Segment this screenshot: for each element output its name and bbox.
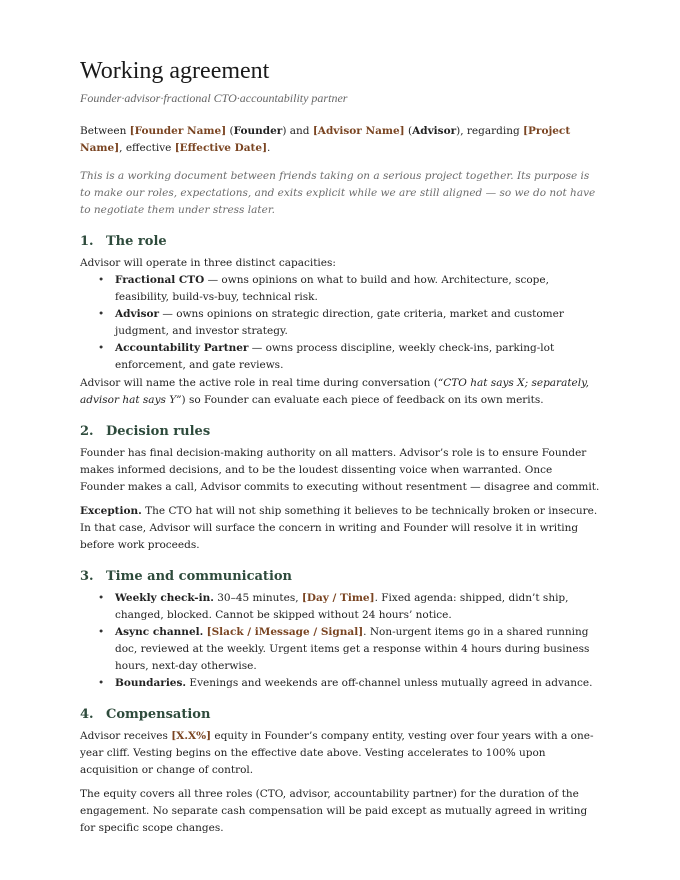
list-item	[115, 306, 600, 340]
list-item	[115, 340, 600, 374]
section-title: Decision rules	[106, 424, 211, 439]
list-item	[115, 675, 600, 692]
day-time-placeholder: [Day / Time]	[301, 592, 375, 604]
list-item-text: — owns process discipline, weekly check-ins, parking-lot enforcement, and gate reviews.	[115, 342, 555, 371]
list-item-text: Evenings and weekends are off-channel unless mutually agreed in advance.	[186, 677, 593, 689]
paragraph-text: equity in Founder’s company entity, vesting over four years with a one-year cliff. Vesting begins on the effective date above. Vesting accelerates to 100% upon acquisition or change of control.	[80, 730, 594, 776]
intro-text: (	[226, 125, 234, 137]
communication-list	[80, 590, 600, 692]
paragraph-text: Advisor will name the active role in real time during conversation (	[80, 377, 438, 389]
section-heading-compensation	[80, 705, 600, 725]
list-item-text: 30–45 minutes,	[213, 592, 302, 604]
project-name-placeholder: [Project Name]	[80, 125, 571, 154]
role-naming-paragraph	[80, 375, 600, 409]
list-item	[115, 624, 600, 675]
list-item-term: Advisor	[115, 308, 160, 320]
purpose-note: This is a working document between friends taking on a serious project together. Its purpose is to make our roles, expectations, and exits explicit while we are still aligned — so we do not have to negotiate them under stress later.	[80, 170, 596, 216]
list-item-text: . Fixed agenda: shipped, didn’t ship, changed, blocked. Cannot be skipped without 24 hours’ notice.	[115, 592, 569, 621]
list-item	[115, 590, 600, 624]
intro-text: , effective	[119, 142, 175, 154]
section-heading-time-communication	[80, 567, 600, 587]
list-item-term: Accountability Partner	[115, 342, 249, 354]
list-item-text: — owns opinions on what to build and how. Architecture, scope, feasibility, build-vs-buy, technical risk.	[115, 274, 549, 303]
equity-percent-placeholder: [X.X%]	[171, 730, 212, 742]
paragraph-text: ) so Founder can evaluate each piece of feedback on its own merits.	[181, 394, 544, 406]
exception-paragraph	[80, 503, 600, 554]
decision-paragraph: Founder has final decision-making authority on all matters. Advisor’s role is to ensure Founder makes informed decisions, and to be the loudest dissenting voice when warranted. Once Founder makes a call, Advisor commits to executing without resentment — disagree and commit.	[80, 447, 600, 493]
list-item	[115, 272, 600, 306]
equity-paragraph	[80, 728, 600, 779]
list-item-text: . Non-urgent items go in a shared running doc, reviewed at the weekly. Urgent items get a response within 4 hours during business hours, next-day otherwise.	[115, 626, 590, 672]
channel-placeholder: [Slack / iMessage / Signal]	[206, 626, 364, 638]
exception-term: Exception.	[80, 505, 142, 517]
section-title: Time and communication	[106, 569, 292, 584]
section-heading-role	[80, 232, 600, 252]
effective-date-placeholder: [Effective Date]	[174, 142, 268, 154]
section-lead: Advisor will operate in three distinct capacities:	[80, 257, 336, 269]
role-list	[80, 272, 600, 374]
list-item-text: — owns opinions on strategic direction, gate criteria, market and customer judgment, and investor strategy.	[115, 308, 564, 337]
list-item-term: Boundaries.	[115, 677, 187, 689]
section-number: 1.	[80, 234, 94, 249]
document-subtitle: Founder·advisor·fractional CTO·accountability partner	[80, 91, 348, 105]
document-title: Working agreement	[80, 58, 270, 84]
section-number: 3.	[80, 569, 94, 584]
equity-scope-paragraph: The equity covers all three roles (CTO, advisor, accountability partner) for the duration of the engagement. No separate cash compensation will be paid except as mutually agreed in writing for specific scope changes.	[80, 788, 588, 834]
founder-role: Founder	[233, 125, 283, 137]
list-item-term: Weekly check-in.	[115, 592, 214, 604]
intro-text: ) and	[282, 125, 313, 137]
role-quote: “CTO hat says X; separately, advisor hat says Y”	[80, 377, 589, 406]
section-heading-decision-rules	[80, 422, 600, 442]
intro-text: ), regarding	[456, 125, 524, 137]
list-item-term: Fractional CTO	[115, 274, 205, 286]
advisor-role: Advisor	[412, 125, 457, 137]
founder-name-placeholder: [Founder Name]	[129, 125, 227, 137]
intro-paragraph	[80, 123, 600, 157]
intro-text: Between	[80, 125, 130, 137]
section-title: Compensation	[106, 707, 211, 722]
list-item-term: Async channel.	[115, 626, 204, 638]
intro-text: .	[267, 142, 271, 154]
paragraph-text: The CTO hat will not ship something it believes to be technically broken or insecure. In that case, Advisor will surface the concern in writing and Founder will resolve it in writing before work proceeds.	[80, 505, 598, 551]
section-number: 2.	[80, 424, 94, 439]
intro-text: (	[404, 125, 413, 137]
paragraph-text: Advisor receives	[80, 730, 172, 742]
section-number: 4.	[80, 707, 94, 722]
advisor-name-placeholder: [Advisor Name]	[312, 125, 405, 137]
section-title: The role	[106, 234, 167, 249]
